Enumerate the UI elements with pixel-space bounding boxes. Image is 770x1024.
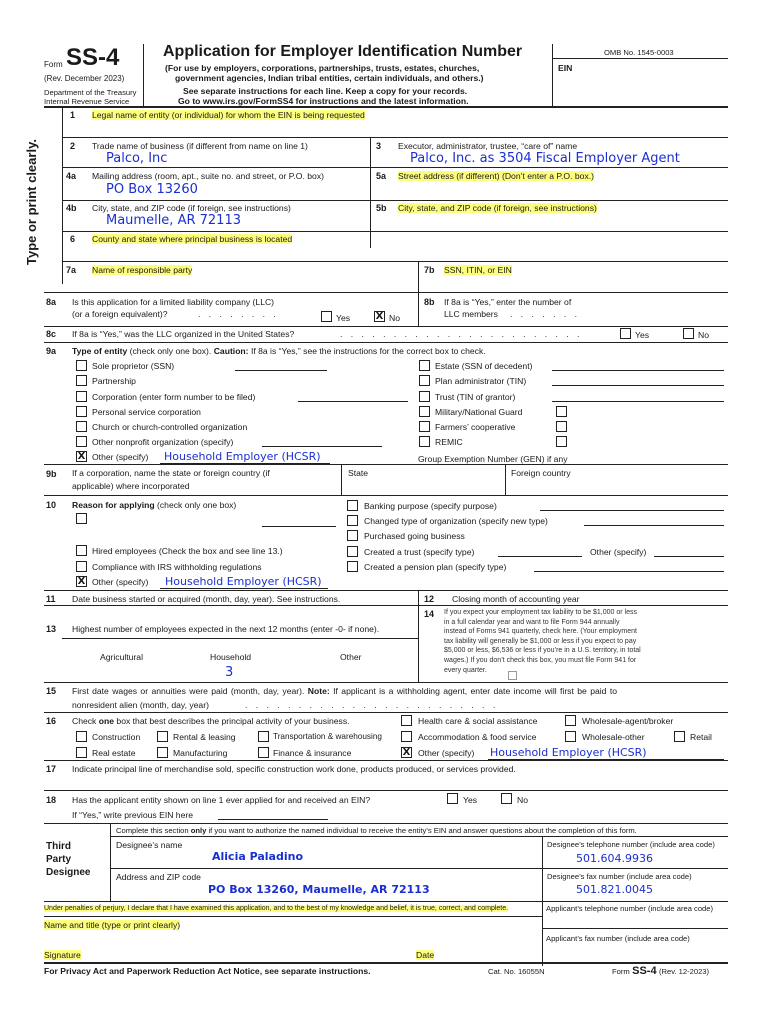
entity-psc-checkbox[interactable] xyxy=(76,406,87,417)
reason-other-label: Other (specify) xyxy=(92,577,149,587)
subtitle-3: See separate instructions for each line. Keep a copy for your records. xyxy=(183,86,468,96)
department-line-2: Internal Revenue Service xyxy=(44,97,130,106)
entity-nonprofit-checkbox[interactable] xyxy=(76,436,87,447)
reason-changed-checkbox[interactable] xyxy=(347,515,358,526)
file-944-checkbox[interactable] xyxy=(508,671,517,680)
household-employees-value[interactable]: 3 xyxy=(225,665,234,680)
activity-manufacturing-label: Manufacturing xyxy=(173,748,228,758)
line-1-number: 1 xyxy=(70,110,76,120)
activity-finance-checkbox[interactable] xyxy=(258,747,269,758)
line-11-label: Date business started or acquired (month, day, year). See instructions. xyxy=(72,594,341,604)
activity-retail-checkbox[interactable] xyxy=(674,731,685,742)
line-4a-label: Mailing address (room, apt., suite no. and street, or P.O. box) xyxy=(92,171,324,181)
line-7a-number: 7a xyxy=(66,265,77,275)
line-5b-label: City, state, and ZIP code (if foreign, see instructions) xyxy=(398,203,597,213)
department-line-1: Department of the Treasury xyxy=(44,88,137,97)
designee-name-label: Designee’s name xyxy=(116,840,183,850)
other-employees-label: Other xyxy=(340,652,362,662)
household-label: Household xyxy=(210,652,252,662)
line-8c-number: 8c xyxy=(46,329,57,339)
line-6-number: 6 xyxy=(70,234,76,244)
designee-address-label: Address and ZIP code xyxy=(116,872,201,882)
entity-church-checkbox[interactable] xyxy=(76,421,87,432)
perjury-statement: Under penalties of perjury, I declare that I have examined this application, and to the best of my knowledge and belief, it is true, correct, and complete. xyxy=(44,905,509,912)
activity-other-label: Other (specify) xyxy=(418,748,475,758)
entity-estate-label: Estate (SSN of decedent) xyxy=(435,361,533,371)
line-9b-number: 9b xyxy=(46,469,57,479)
entity-other-checkbox[interactable]: X xyxy=(77,451,86,462)
reason-hired-checkbox[interactable] xyxy=(76,545,87,556)
activity-wholesale-agent-checkbox[interactable] xyxy=(565,715,576,726)
line-12-number: 12 xyxy=(424,594,435,604)
other-specify-label: Other (specify) xyxy=(590,547,647,557)
entity-plan-admin-label: Plan administrator (TIN) xyxy=(435,376,527,386)
date-label: Date xyxy=(416,950,435,960)
signature-label: Signature xyxy=(44,950,81,960)
activity-rental-checkbox[interactable] xyxy=(157,731,168,742)
line-4b-label: City, state, and ZIP code (if foreign, see instructions) xyxy=(92,203,291,213)
line-10-number: 10 xyxy=(46,500,57,510)
state-local-gov-checkbox[interactable] xyxy=(556,406,567,417)
entity-psc-label: Personal service corporation xyxy=(92,407,201,417)
reason-purchased-label: Purchased going business xyxy=(364,531,465,541)
reason-changed-label: Changed type of organization (specify new type) xyxy=(364,516,548,526)
subtitle-4: Go to www.irs.gov/FormSS4 for instructions and the latest information. xyxy=(178,96,469,106)
line-7b-number: 7b xyxy=(424,265,435,275)
form-revision: (Rev. December 2023) xyxy=(44,74,125,83)
reason-compliance-label: Compliance with IRS withholding regulations xyxy=(92,562,262,572)
entity-trust-label: Trust (TIN of grantor) xyxy=(435,392,516,402)
llc-us-no-label: No xyxy=(698,330,709,340)
reason-banking-label: Banking purpose (specify purpose) xyxy=(364,501,497,511)
activity-wholesale-other-label: Wholesale-other xyxy=(582,732,645,742)
line-9b-foreign-label: Foreign country xyxy=(511,468,571,478)
entity-military-checkbox[interactable] xyxy=(419,406,430,417)
indian-tribal-checkbox[interactable] xyxy=(556,436,567,447)
line-12-label: Closing month of accounting year xyxy=(452,594,580,604)
activity-other-checkbox[interactable]: X xyxy=(402,747,411,758)
reason-pension-checkbox[interactable] xyxy=(347,561,358,572)
reason-trust-checkbox[interactable] xyxy=(347,546,358,557)
subtitle-1: (For use by employers, corporations, partnerships, trusts, estates, churches, xyxy=(165,63,480,73)
prior-ein-yes-checkbox[interactable] xyxy=(447,793,458,804)
line-16-label: Check one box that best describes the principal activity of your business. xyxy=(72,716,350,726)
reason-started-business-checkbox[interactable] xyxy=(76,513,87,524)
catalog-number: Cat. No. 16055N xyxy=(488,967,545,976)
line-15-number: 15 xyxy=(46,686,57,696)
gen-label: Group Exemption Number (GEN) if any xyxy=(418,454,568,464)
line-3-label: Executor, administrator, trustee, “care of” name xyxy=(398,141,578,151)
line-9a-label: Type of entity (check only one box). Caution: If 8a is “Yes,” see the instructions for the correct box to check. xyxy=(72,346,486,356)
activity-wholesale-other-checkbox[interactable] xyxy=(565,731,576,742)
mailing-address-value[interactable]: PO Box 13260 xyxy=(106,182,198,197)
line-18-number: 18 xyxy=(46,795,57,805)
entity-sole-proprietor-checkbox[interactable] xyxy=(76,360,87,371)
designee-phone-label: Designee’s telephone number (include area code) xyxy=(547,840,715,849)
activity-construction-label: Construction xyxy=(92,732,141,742)
entity-trust-checkbox[interactable] xyxy=(419,391,430,402)
designee-phone-value[interactable]: 501.604.9936 xyxy=(576,852,653,865)
prior-ein-no-label: No xyxy=(517,795,528,805)
activity-accommodation-label: Accommodation & food service xyxy=(418,732,537,742)
designee-name-value[interactable]: Alicia Paladino xyxy=(212,850,304,863)
prior-ein-no-checkbox[interactable] xyxy=(501,793,512,804)
omb-number: OMB No. 1545-0003 xyxy=(604,48,674,57)
line-13-label: Highest number of employees expected in the next 12 months (enter -0- if none). xyxy=(72,624,380,634)
form-number: SS-4 xyxy=(66,44,120,71)
line-8a-number: 8a xyxy=(46,297,57,307)
activity-health-checkbox[interactable] xyxy=(401,715,412,726)
line-2-label: Trade name of business (if different from name on line 1) xyxy=(92,141,308,151)
line-8a-label-1: Is this application for a limited liability company (LLC) xyxy=(72,297,275,307)
activity-other-value[interactable]: Household Employer (HCSR) xyxy=(490,746,647,759)
entity-estate-checkbox[interactable] xyxy=(419,360,430,371)
leader-dots: . . . . . . . . . . . . . . . . . . . . . . . xyxy=(340,329,583,339)
line-9a-number: 9a xyxy=(46,346,57,356)
entity-corporation-label: Corporation (enter form number to be filed) xyxy=(92,392,256,402)
activity-real-estate-label: Real estate xyxy=(92,748,136,758)
entity-corporation-checkbox[interactable] xyxy=(76,391,87,402)
line-16-number: 16 xyxy=(46,716,57,726)
leader-dots: . . . . . . . . . . . . . . . . . . . . . . . . xyxy=(245,700,499,710)
llc-yes-label: Yes xyxy=(336,313,351,323)
entity-church-label: Church or church-controlled organization xyxy=(92,422,248,432)
line-5a-label: Street address (if different) (Don’t enter a P.O. box.) xyxy=(398,171,594,181)
line-18-label-2: If “Yes,” write previous EIN here xyxy=(72,810,193,820)
reason-other-checkbox[interactable]: X xyxy=(77,576,86,587)
city-state-zip-value[interactable]: Maumelle, AR 72113 xyxy=(106,213,241,228)
reason-banking-checkbox[interactable] xyxy=(347,500,358,511)
line-9b-label-1: If a corporation, name the state or foreign country (if xyxy=(72,468,270,478)
designee-fax-value[interactable]: 501.821.0045 xyxy=(576,883,653,896)
federal-gov-checkbox[interactable] xyxy=(556,421,567,432)
reason-pension-label: Created a pension plan (specify type) xyxy=(364,562,507,572)
line-18-label: Has the applicant entity shown on line 1 ever applied for and received an EIN? xyxy=(72,795,371,805)
llc-us-no-checkbox[interactable] xyxy=(683,328,694,339)
line-8b-label-1: If 8a is “Yes,” enter the number of xyxy=(444,297,572,307)
reason-compliance-checkbox[interactable] xyxy=(76,561,87,572)
entity-remic-label: REMIC xyxy=(435,437,463,447)
reason-other-value[interactable]: Household Employer (HCSR) xyxy=(165,575,322,588)
entity-farmers-checkbox[interactable] xyxy=(419,421,430,432)
designee-instruction: Complete this section only if you want to authorize the named individual to receive the entity’s EIN and answer questions about the completion of this form. xyxy=(116,826,637,835)
entity-plan-admin-checkbox[interactable] xyxy=(419,375,430,386)
agricultural-label: Agricultural xyxy=(100,652,143,662)
leader-dots: . . . . . . . . xyxy=(198,309,279,319)
line-15-label: First date wages or annuities were paid (month, day, year). Note: If applicant is a withholding agent, enter date income will first be paid to xyxy=(72,686,617,696)
line-11-number: 11 xyxy=(46,594,56,604)
activity-rental-label: Rental & leasing xyxy=(173,732,236,742)
activity-retail-label: Retail xyxy=(690,732,712,742)
entity-sole-proprietor-label: Sole proprietor (SSN) xyxy=(92,361,175,371)
line-2-number: 2 xyxy=(70,141,76,151)
leader-dots: . . . . . . . xyxy=(510,309,581,319)
activity-finance-label: Finance & insurance xyxy=(273,748,352,758)
entity-military-label: Military/National Guard xyxy=(435,407,523,417)
line-14-number: 14 xyxy=(424,609,435,619)
designee-fax-label: Designee’s fax number (include area code) xyxy=(547,872,692,881)
line-8b-number: 8b xyxy=(424,297,435,307)
line-9b-label-2: applicable) where incorporated xyxy=(72,481,190,491)
line-3-number: 3 xyxy=(376,141,382,151)
activity-accommodation-checkbox[interactable] xyxy=(401,731,412,742)
entity-nonprofit-label: Other nonprofit organization (specify) xyxy=(92,437,234,447)
activity-transport-label: Transportation & warehousing xyxy=(273,732,382,741)
line-5a-number: 5a xyxy=(376,171,387,181)
entity-remic-checkbox[interactable] xyxy=(419,436,430,447)
trade-name-value[interactable]: Palco, Inc xyxy=(106,151,168,166)
llc-us-yes-checkbox[interactable] xyxy=(620,328,631,339)
line-8b-label-2: LLC members xyxy=(444,309,498,319)
third-party-designee-title: Third Party Designee xyxy=(46,841,91,878)
line-13-number: 13 xyxy=(46,624,57,634)
line-5b-number: 5b xyxy=(376,203,387,213)
designee-address-value[interactable]: PO Box 13260, Maumelle, AR 72113 xyxy=(208,883,430,896)
line-8a-label-2: (or a foreign equivalent)? xyxy=(72,309,168,319)
activity-manufacturing-checkbox[interactable] xyxy=(157,747,168,758)
llc-yes-checkbox[interactable] xyxy=(321,311,332,322)
line-8c-label: If 8a is “Yes,” was the LLC organized in the United States? xyxy=(72,329,295,339)
subtitle-2: government agencies, Indian tribal entities, certain individuals, and others.) xyxy=(175,73,484,83)
activity-health-label: Health care & social assistance xyxy=(418,716,538,726)
entity-other-label: Other (specify) xyxy=(92,452,149,462)
llc-no-checkbox[interactable]: X xyxy=(375,311,384,322)
line-17-number: 17 xyxy=(46,764,57,774)
line-15-label-2: nonresident alien (month, day, year) xyxy=(72,700,209,710)
activity-wholesale-agent-label: Wholesale-agent/broker xyxy=(582,716,674,726)
activity-transport-checkbox[interactable] xyxy=(258,731,269,742)
line-10-label: Reason for applying (check only one box) xyxy=(72,500,237,510)
line-4b-number: 4b xyxy=(66,203,77,213)
llc-no-label: No xyxy=(389,313,400,323)
activity-construction-checkbox[interactable] xyxy=(76,731,87,742)
line-7b-label: SSN, ITIN, or EIN xyxy=(444,265,512,275)
line-9b-state-label: State xyxy=(348,468,369,478)
line-17-label: Indicate principal line of merchandise sold, specific construction work done, products produced, or services provided. xyxy=(72,764,516,774)
entity-other-value[interactable]: Household Employer (HCSR) xyxy=(164,450,321,463)
name-title-label: Name and title (type or print clearly) xyxy=(44,920,181,930)
reason-hired-label: Hired employees (Check the box and see line 13.) xyxy=(92,546,283,556)
applicant-fax-label: Applicant’s fax number (include area code) xyxy=(546,934,690,943)
entity-partnership-label: Partnership xyxy=(92,376,136,386)
privacy-notice: For Privacy Act and Paperwork Reduction Act Notice, see separate instructions. xyxy=(44,966,371,976)
reason-trust-label: Created a trust (specify type) xyxy=(364,547,475,557)
llc-us-yes-label: Yes xyxy=(635,330,650,340)
reason-purchased-checkbox[interactable] xyxy=(347,530,358,541)
line-14-text: If you expect your employment tax liability to be $1,000 or less in a full calendar year and want to file Form 944 annually instead of Forms 941 quarterly, check here. (Your employment tax liability will generally be $1,000 or less if you expect to pay $5,000 or less, $6,536 or less if you’re in a U.S. territory, in total wages.) If you don’t check this box, you must file Form 941 for every quarter. xyxy=(444,609,641,674)
form-word: Form xyxy=(44,60,63,69)
line-7a-label: Name of responsible party xyxy=(92,265,193,275)
activity-real-estate-checkbox[interactable] xyxy=(76,747,87,758)
entity-partnership-checkbox[interactable] xyxy=(76,375,87,386)
applicant-phone-label: Applicant’s telephone number (include area code) xyxy=(546,904,714,913)
type-or-print-label: Type or print clearly. xyxy=(24,139,39,265)
ein-label: EIN xyxy=(558,63,573,73)
line-1-label: Legal name of entity (or individual) for whom the EIN is being requested xyxy=(92,110,365,120)
entity-farmers-label: Farmers’ cooperative xyxy=(435,422,516,432)
form-title: Application for Employer Identification Number xyxy=(163,43,523,60)
prior-ein-yes-label: Yes xyxy=(463,795,478,805)
line-4a-number: 4a xyxy=(66,171,77,181)
footer-form-id: Form SS-4 (Rev. 12-2023) xyxy=(612,965,710,977)
care-of-name-value[interactable]: Palco, Inc. as 3504 Fiscal Employer Agent xyxy=(410,151,680,166)
line-6-label: County and state where principal business is located xyxy=(92,234,293,244)
